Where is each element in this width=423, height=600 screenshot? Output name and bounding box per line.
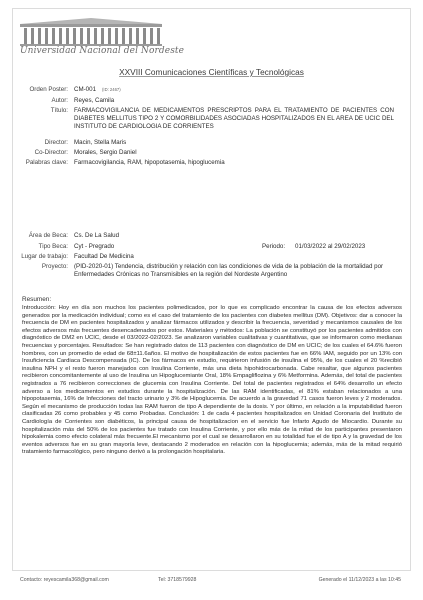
area-beca-label: Área de Beca:: [28, 232, 68, 239]
proyecto-value: (PID-2020-01) Tendencia, distribución y relación con las condiciones de vida de la población de la mortalidad por Enfermedades Crónicas no Transmisibles en la región del Nordeste Argentino: [74, 263, 384, 278]
resumen-text: Introducción: Hoy en día son muchos los pacientes polimedicados, por lo que es complicado encontrar la causa de los efectos adversos generados por la medicación individual; como es el caso del tratamiento de los pacientes con diabetes mellitus (DM). Objetivos: dar a conocer la frecuencia de DM en pacientes hospitalizados y analizar fármacos utilizados y describir la frecuencia, severidad y mecanismos causales de los efectos adversos más frecuentes desencadenados por estos. Materiales y métodos: La población se constituyó por los pacientes admitidos con diagnóstico de DM2 en UCIC, desde el 03/2022-02/2023. Se analizaron variables cualitativas y cuantitativas, que se informaron como medianas frecuencias y porcentajes. Resultados: Se han registrado datos de 113 pacientes con diagnóstico de DM en UCIC; de los cuales el 64.6% fueron hombres, con un promedio de edad de 68±11.6años. El motivo de hospitalización de estos pacientes fue en 66% IAM, seguido por un 13% con Insuficiencia Cardiaca Descompensada (IC). De los fármacos en estudio, requirieron infusión de insulina el 95%, de los cuales el 20 %recibió insulina NPH y el resto fueron manejados con Insulina Corriente, más una dieta hipohidrocarbonada. Cabe resaltar, que algunos pacientes recibieron concomitantemente al uso de Insulina un Hipoglucemiante Oral, 18% Empagliflozina y 6% Metformina. Además, del total de pacientes registrados a 76 recibieron correcciones de glucemia con Insulina Corriente. Del total de pacientes registrados el 64% desarrollo un efecto adverso a los medicamentos en estudios durante la hospitalización. De las RAM identificadas, el 81% estaban relacionados a una hipopotasemia, 16% de Infecciones del tracto urinario y 3% de Hipoglucemia. De acuerdo a la gravedad 71 casos fueron leves y 2 moderados. Según el mecanismo de producción todas las RAM fueron de tipo A dependiente de la dosis. Y por último, en relación a la imputabilidad fueron clasificadas 26 como probables y 45 como Probadas. Conclusión: 1 de cada 4 pacientes hospitalizados en Unidad Coronaria del Instituto de Cardiología de Corrientes son diabéticos, la principal causa de hospitalizacion en el servicio fue Infarto Agudo de Miocardio. Durante su hospitalización más del 50% de los pacientes fue tratado con Insulina Corriente, y por ello más de la mitad de los participantes presentaron hipokalemia como efecto colateral más frecuente.El mecanismo por el cual se desarrollaron en su totalidad fue el de tipo A y la gravedad de los eventos adversos fue en su gran mayoría leve, destacando 2 moderados en relación con la hipoglucemia; además, más de la mitad requirió tratamiento farmacológico, pero ninguno derivó a la prolongación hospitalaria.: [22, 305, 402, 456]
frame-top-line: [12, 8, 411, 9]
periodo-value: 01/03/2022 al 29/02/2023: [295, 243, 366, 250]
orden-poster-id: (ID: 2467): [102, 87, 121, 92]
frame-bottom-line: [12, 570, 411, 571]
frame-right-line: [410, 8, 411, 570]
orden-poster-value: [74, 86, 121, 94]
tipo-beca-value: Cyt - Pregrado: [74, 243, 115, 250]
orden-poster-code: CM-001: [74, 86, 97, 93]
autor-value: Reyes, Camila: [74, 97, 115, 104]
co-director-value: Morales, Sergio Daniel: [74, 149, 137, 156]
university-name: Universidad Nacional del Nordeste: [20, 46, 185, 56]
palabras-clave-label: Palabras clave:: [25, 159, 68, 166]
periodo-label: Periodo:: [262, 243, 286, 250]
co-director-label: Co-Director:: [34, 149, 68, 156]
resumen-label: Resumen:: [22, 296, 52, 303]
area-beca-value: Cs. De La Salud: [74, 232, 120, 239]
autor-label: Autor:: [51, 97, 68, 104]
lugar-trabajo-label: Lugar de trabajo:: [21, 253, 68, 260]
proyecto-label: Proyecto:: [41, 263, 68, 270]
conference-title: XXVIII Comunicaciones Científicas y Tecnológicas: [119, 67, 304, 77]
footer-tel: Tel: 3718579928: [158, 577, 197, 583]
director-label: Director:: [44, 139, 68, 146]
footer-contact: Contacto: reyescamila368@gmail.com: [20, 577, 109, 583]
titulo-value: FARMACOVIGILANCIA DE MEDICAMENTOS PRESCRIPTOS PARA EL TRATAMIENTO DE PACIENTES CON DIABETES MELLITUS TIPO 2 Y COMORBILIDADES ASOCIADAS HOSPITALIZADOS EN EL AREA DE UCIC DEL INSTITUTO DE CARDIOLOGIA DE CORRIENTES: [74, 107, 394, 130]
footer-generated: Generado el 11/12/2023 a las 10:45: [318, 577, 401, 583]
palabras-clave-value: Farmacovigilancia, RAM, hipopotasemia, hipoglucemia: [74, 159, 225, 166]
field-periodo: [262, 243, 365, 250]
frame-left-line: [12, 8, 13, 570]
tipo-beca-label: Tipo Beca:: [38, 243, 68, 250]
lugar-trabajo-value: Facultad De Medicina: [74, 253, 134, 260]
director-value: Macin, Stella Maris: [74, 139, 127, 146]
titulo-label: Título:: [50, 107, 68, 114]
orden-poster-label: Orden Poster:: [29, 86, 68, 93]
